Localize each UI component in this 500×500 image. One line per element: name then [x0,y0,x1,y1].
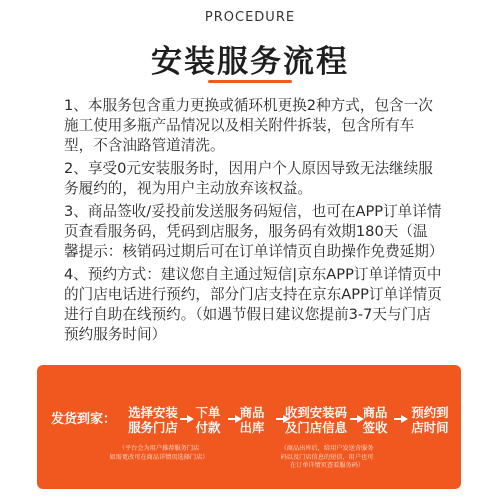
flow-step-label: 商品 [362,405,388,420]
note-line: 在订单详情页查看服务码） [289,462,365,469]
flow-panel [37,365,461,489]
paragraph-2: 2、享受0元安装服务时，因用户个人原因导致无法继续服务履约的，视为用户主动放弃该权益。 [64,160,433,197]
flow-step-label: 店时间 [411,420,449,435]
flow-step-label: 下单 [195,405,221,420]
flow-start-label: 发货到家： [51,412,117,427]
flow-step-order-pay [190,405,226,435]
paragraph-3: 3、商品签收/妥投前发送服务码短信，也可在APP订单详情页查看服务码，凭码到店服务，服务码有效期180天（温馨提示：核销码过期后可在订单详情页自助操作免费延期） [64,203,444,260]
service-code-note [277,445,377,471]
title-underline [208,80,292,83]
flow-step-label: 服务门店 [128,420,178,435]
flow-step-label: 及门店信息 [285,420,347,435]
flow-step-label: 签收 [362,420,388,435]
flow-step-shipped [234,405,270,435]
note-line: （商品出库后，给用户发送含服务 [280,445,374,452]
paragraph-1: 1、本服务包含重力更换或循环机更换2种方式，包含一次施工使用多瓶产品情况以及相关附件拆装，包含所有车型，不含油路管道清洗。 [64,97,433,154]
paragraph-4: 4、预约方式：建议您自主通过短信|京东APP订单详情页中的门店电话进行预约，部分门店支持在京东APP订单详情页进行自助在线预约。（如遇节假日建议您提前3-7天与门店预约服务时间） [64,266,442,343]
note-line: 如需更改可在商品详情页选择门店） [109,453,209,461]
flow-step-label: 付款 [195,420,221,435]
flow-step-label: 出库 [239,420,265,435]
page-title: 安装服务流程 [151,44,349,80]
flow-step-choose-store [123,405,183,435]
procedure-eyebrow: PROCEDURE [204,10,296,25]
note-line: 码以及门店信息的短信，用户也可 [280,453,374,461]
flow-step-label: 选择安装 [128,405,178,420]
store-recommend-note [105,445,213,462]
flow-step-label: 预约到 [411,405,449,420]
flow-step-book-time [405,405,455,435]
service-description [64,96,442,345]
flow-step-receive-code [281,405,351,435]
flow-step-label: 商品 [239,405,265,420]
flow-step-signed [357,405,393,435]
note-line: （平台会为用户推荐服务门店 [118,445,200,452]
flow-step-label: 收到安装码 [285,405,347,420]
